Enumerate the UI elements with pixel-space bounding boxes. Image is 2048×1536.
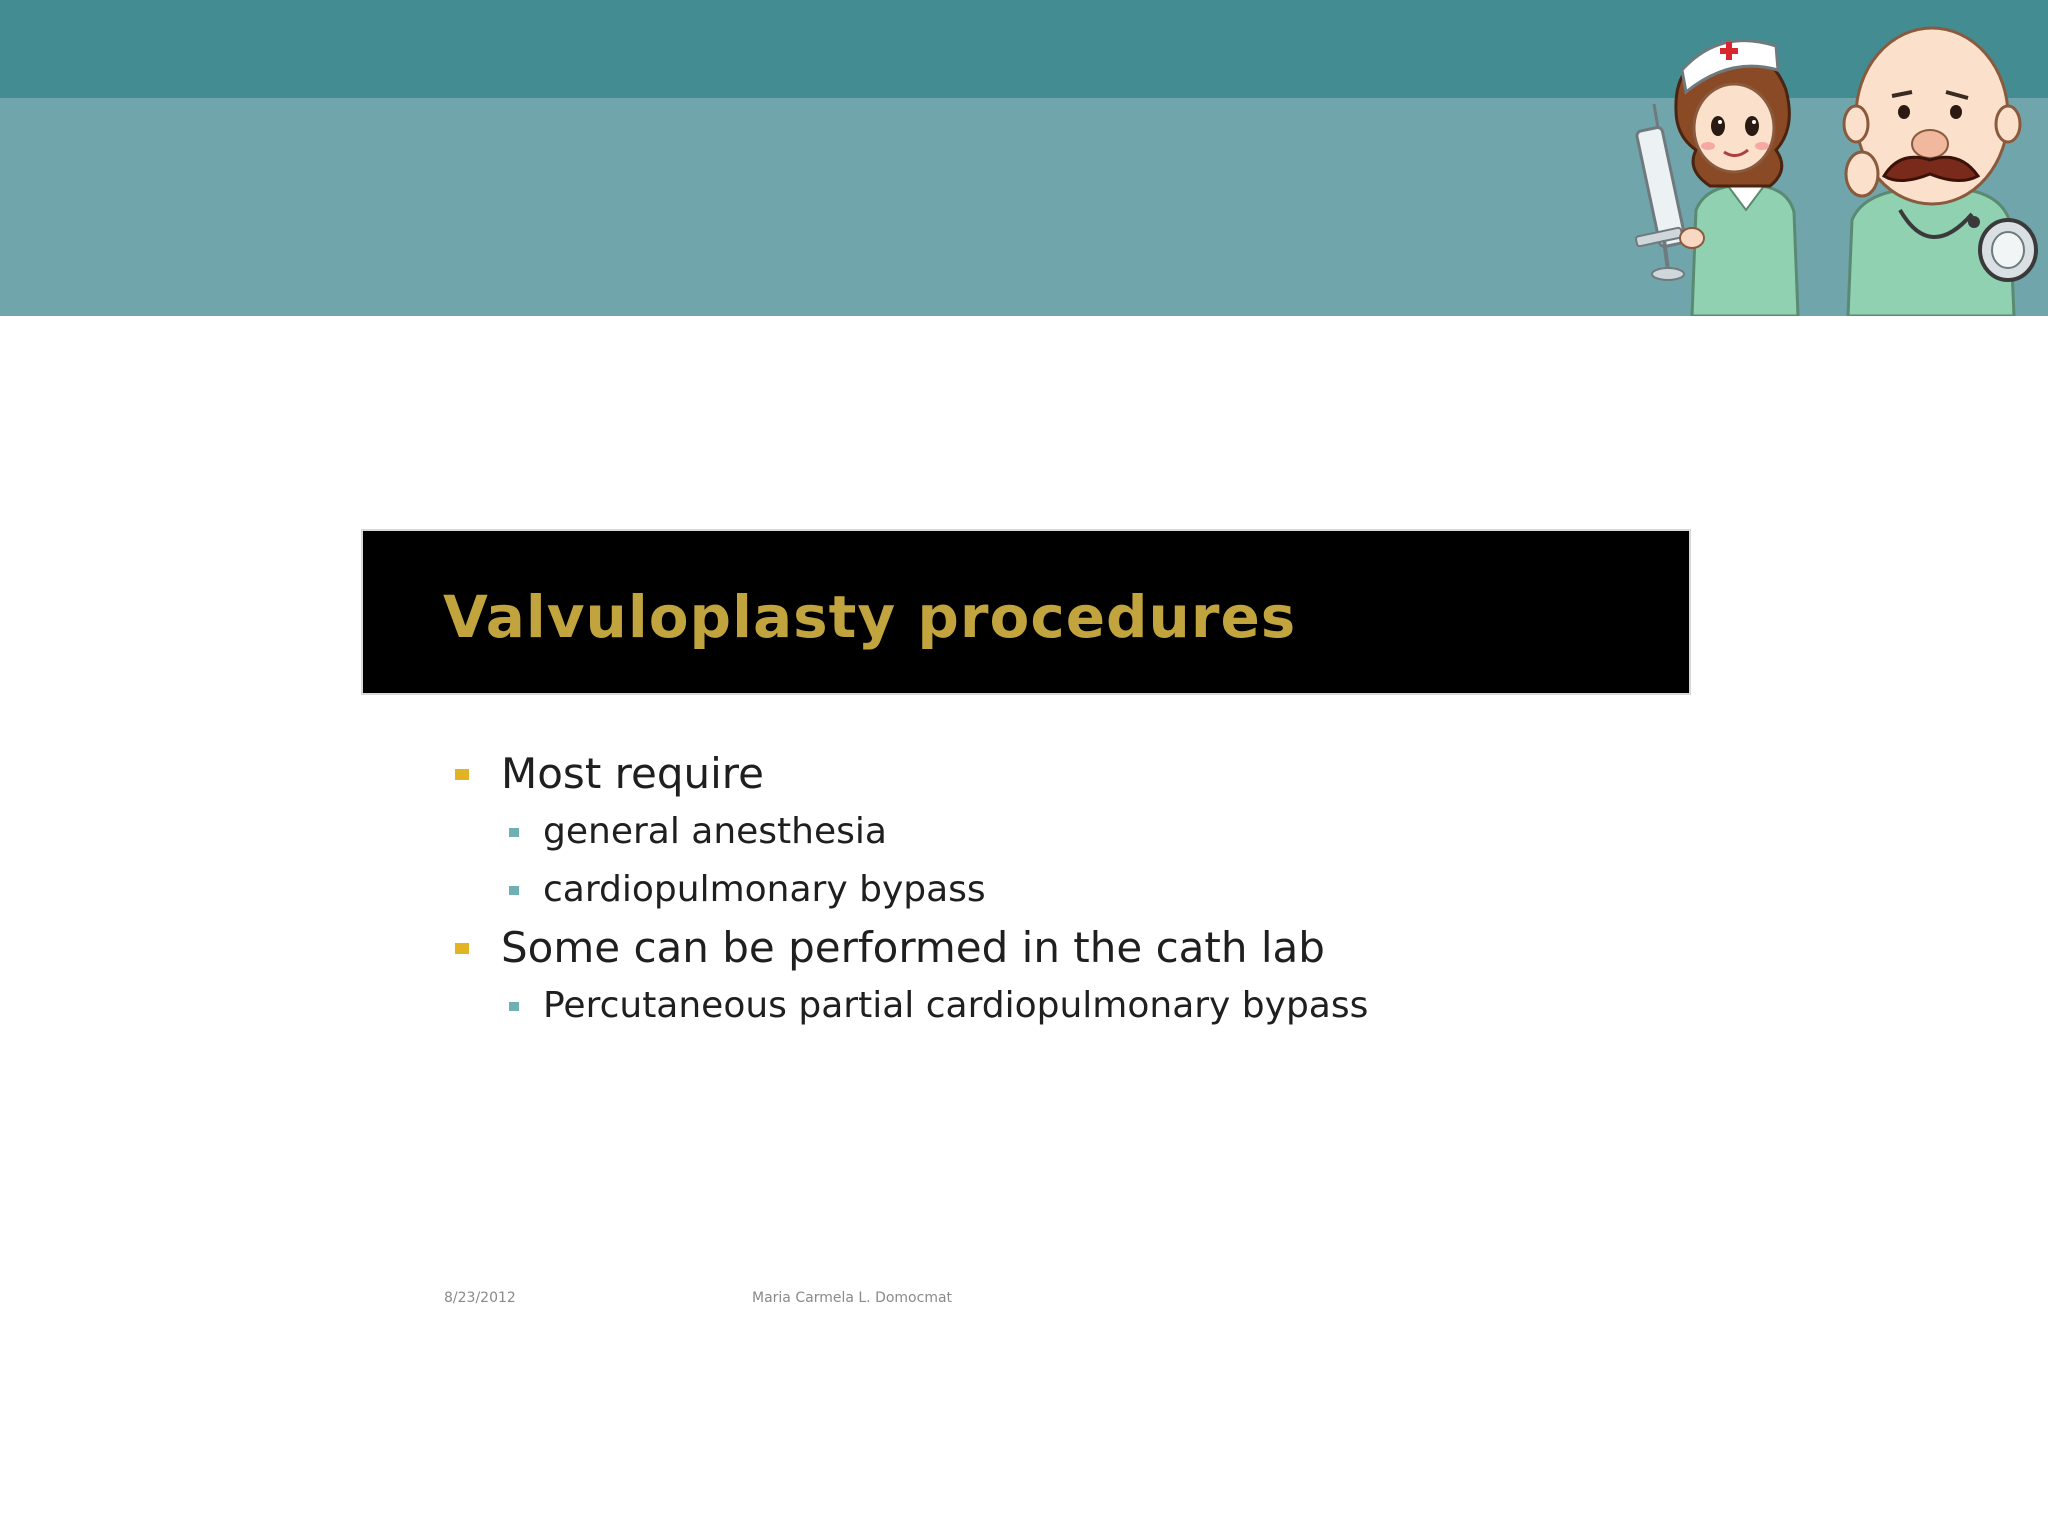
nurse-and-doctor-cartoon-icon (1600, 0, 2048, 316)
sub-bullet-text: general anesthesia (543, 811, 887, 852)
sub-bullet-text: cardiopulmonary bypass (543, 869, 986, 910)
sub-bullet-marker-icon (509, 828, 519, 837)
footer-date: 8/23/2012 (444, 1290, 516, 1306)
bullet-marker-icon (455, 943, 469, 954)
sub-bullet-percutaneous-bypass (455, 977, 1368, 1035)
bullet-item-most-require (455, 745, 1368, 803)
slide-title: Valvuloplasty procedures (443, 583, 1297, 651)
sub-bullet-cardiopulmonary-bypass (455, 861, 1368, 919)
bullet-text: Some can be performed in the cath lab (501, 923, 1325, 972)
footer-author: Maria Carmela L. Domocmat (752, 1290, 953, 1306)
sub-bullet-marker-icon (509, 1002, 519, 1011)
doctor-icon (1844, 28, 2036, 316)
sub-bullet-text: Percutaneous partial cardiopulmonary bypass (543, 985, 1369, 1026)
title-box (361, 529, 1691, 695)
bullet-item-cath-lab (455, 919, 1368, 977)
sub-bullet-marker-icon (509, 886, 519, 895)
sub-bullet-general-anesthesia (455, 803, 1368, 861)
nurse-icon (1676, 41, 1798, 316)
bullet-marker-icon (455, 769, 469, 780)
bullet-list (455, 745, 1368, 1035)
bullet-text: Most require (501, 749, 764, 798)
